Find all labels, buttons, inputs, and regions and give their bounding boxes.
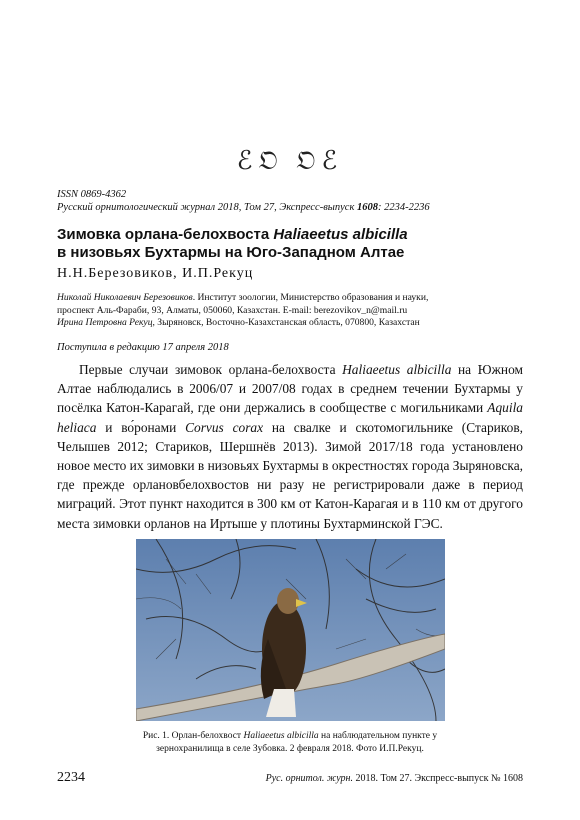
running-footer: Рус. орнитол. журн. 2018. Том 27. Экспресс-выпуск № 1608: [265, 773, 523, 784]
eagle-photo-image: [136, 539, 445, 721]
received-date: Поступила в редакцию 17 апреля 2018: [57, 342, 229, 353]
journal-info: [57, 188, 430, 214]
affiliations: [57, 292, 527, 330]
affiliation-1: Николай Николаевич Березовиков. Институт зоологии, Министерство образования и науки, проспект Аль-Фараби, 93, Алматы, 050060, Казахстан. E-mail: berezovikov_n@mail.ru: [57, 292, 429, 316]
page-number: 2234: [57, 770, 85, 785]
journal-citation: Русский орнитологический журнал 2018, Том 27, Экспресс-выпуск 1608: 2234-2236: [57, 202, 430, 213]
ornament: ℰ𝔒 𝔒ℰ: [236, 146, 344, 175]
issn: ISSN 0869-4362: [57, 189, 127, 200]
article-title: Зимовка орлана-белохвоста Haliaeetus albicilla в низовьях Бухтармы на Юго-Западном Алтае: [57, 226, 408, 261]
title-latin: Haliaeetus albicilla: [273, 226, 408, 243]
affiliation-2: Ирина Петровна Рекуц, Зыряновск, Восточно-Казахстанская область, 070800, Казахстан: [57, 317, 420, 328]
authors: Н.Н.Березовиков, И.П.Рекуц: [57, 266, 254, 281]
body-paragraph: Первые случаи зимовок орлана-белохвоста Haliaeetus albicilla на Южном Алтае наблюдались в 2006/07 и 2007/08 годах в среднем течении Бухтармы у посёлка Катон-Карагай, где они держались в сообществе с могильниками Aquila heliaca и во́ронами Corvus corax на свалке и скотомогильнике (Стариков, Челышев 2012; Стариков, Шершнёв 2013). Зимой 2017/18 года установлено новое место их зимовки в низовьях Бухтармы в окрестностях города Зыряновска, где прежде орлановбелохвостов ни разу не регистрировали даже в период миграций. Этот пункт находится в 300 км от Катон-Карагая и в 110 км от другого места зимовки орланов на Иртыше у плотины Бухтарминской ГЭС.: [57, 362, 523, 531]
eagle-photo: [136, 539, 445, 721]
figure-caption: Рис. 1. Орлан-белохвост Haliaeetus albicilla на наблюдательном пункте у зернохранилища в селе Зубовка. 2 февраля 2018. Фото И.П.Рекуц.: [142, 731, 438, 754]
